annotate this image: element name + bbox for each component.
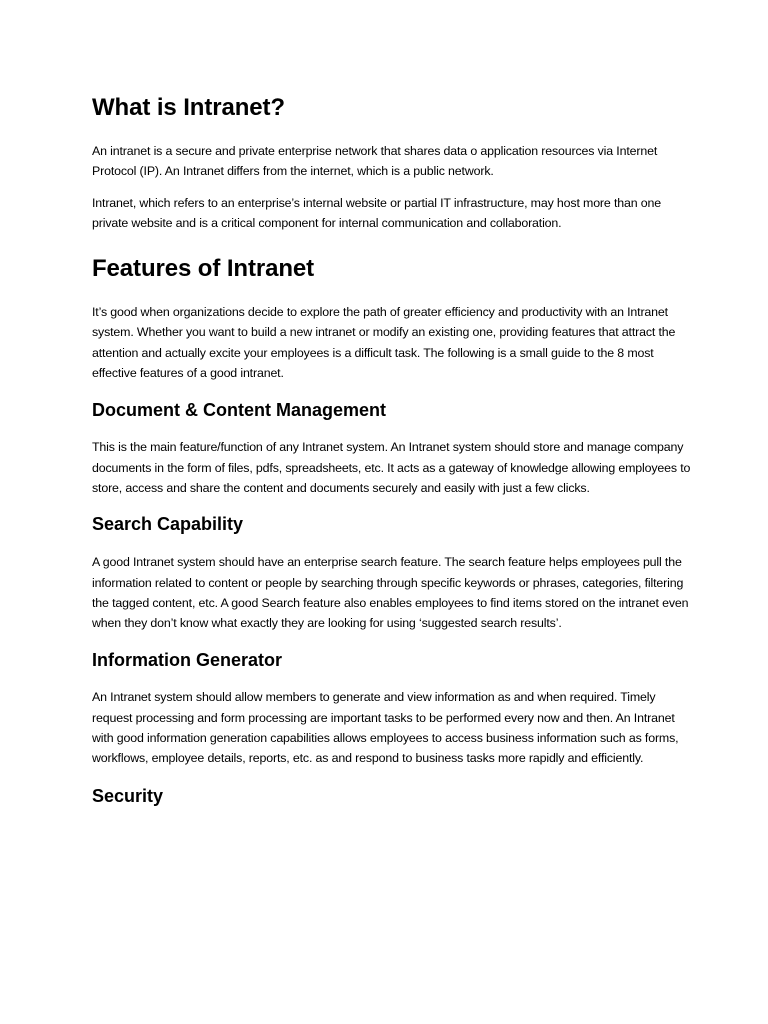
paragraph-search-capability: A good Intranet system should have an enterprise search feature. The search feature helps employees pull the information related to content or people by searching through specific keywords or phrases, categories, filtering the tagged content, etc. A good Search feature also enables employees to find items stored on the intranet even when they don’t know what exactly they are looking for using ‘suggested search results’. [92,555,689,631]
paragraph-document-content-management: This is the main feature/function of any Intranet system. An Intranet system should store and manage company documents in the form of files, pdfs, spreadsheets, etc. It acts as a gateway of knowledge allowing employees to store, access and share the content and documents securely and easily with just a few clicks. [92,440,691,495]
paragraph-features-intro: It’s good when organizations decide to explore the path of greater efficiency and productivity with an Intranet system. Whether you want to build a new intranet or modify an existing one, providing features that attract the attention and actually excite your employees is a difficult task. The following is a small guide to the 8 most effective features of a good intranet. [92,305,676,381]
heading-document-content-management: Document & Content Management [92,400,387,421]
heading-information-generator: Information Generator [92,650,283,671]
paragraph-intranet-description: Intranet, which refers to an enterprise’s internal website or partial IT infrastructure, may host more than one private website and is a critical component for internal communication and collaboration. [92,195,661,230]
heading-security: Security [92,785,164,806]
heading-features-of-intranet: Features of Intranet [92,255,315,283]
heading-what-is-intranet: What is Intranet? [92,94,285,121]
paragraph-information-generator: An Intranet system should allow members to generate and view information as and when required. Timely request processing and form processing are important tasks to be performed every now and then. An Intranet with good information generation capabilities allows employees to access business information such as forms, workflows, employee details, reports, etc. as and respond to business tasks more rapidly and efficiently. [92,690,679,766]
paragraph-intranet-definition: An intranet is a secure and private enterprise network that shares data o application resources via Internet Protocol (IP). An Intranet differs from the internet, which is a public network. [92,144,658,179]
heading-search-capability: Search Capability [92,514,244,535]
